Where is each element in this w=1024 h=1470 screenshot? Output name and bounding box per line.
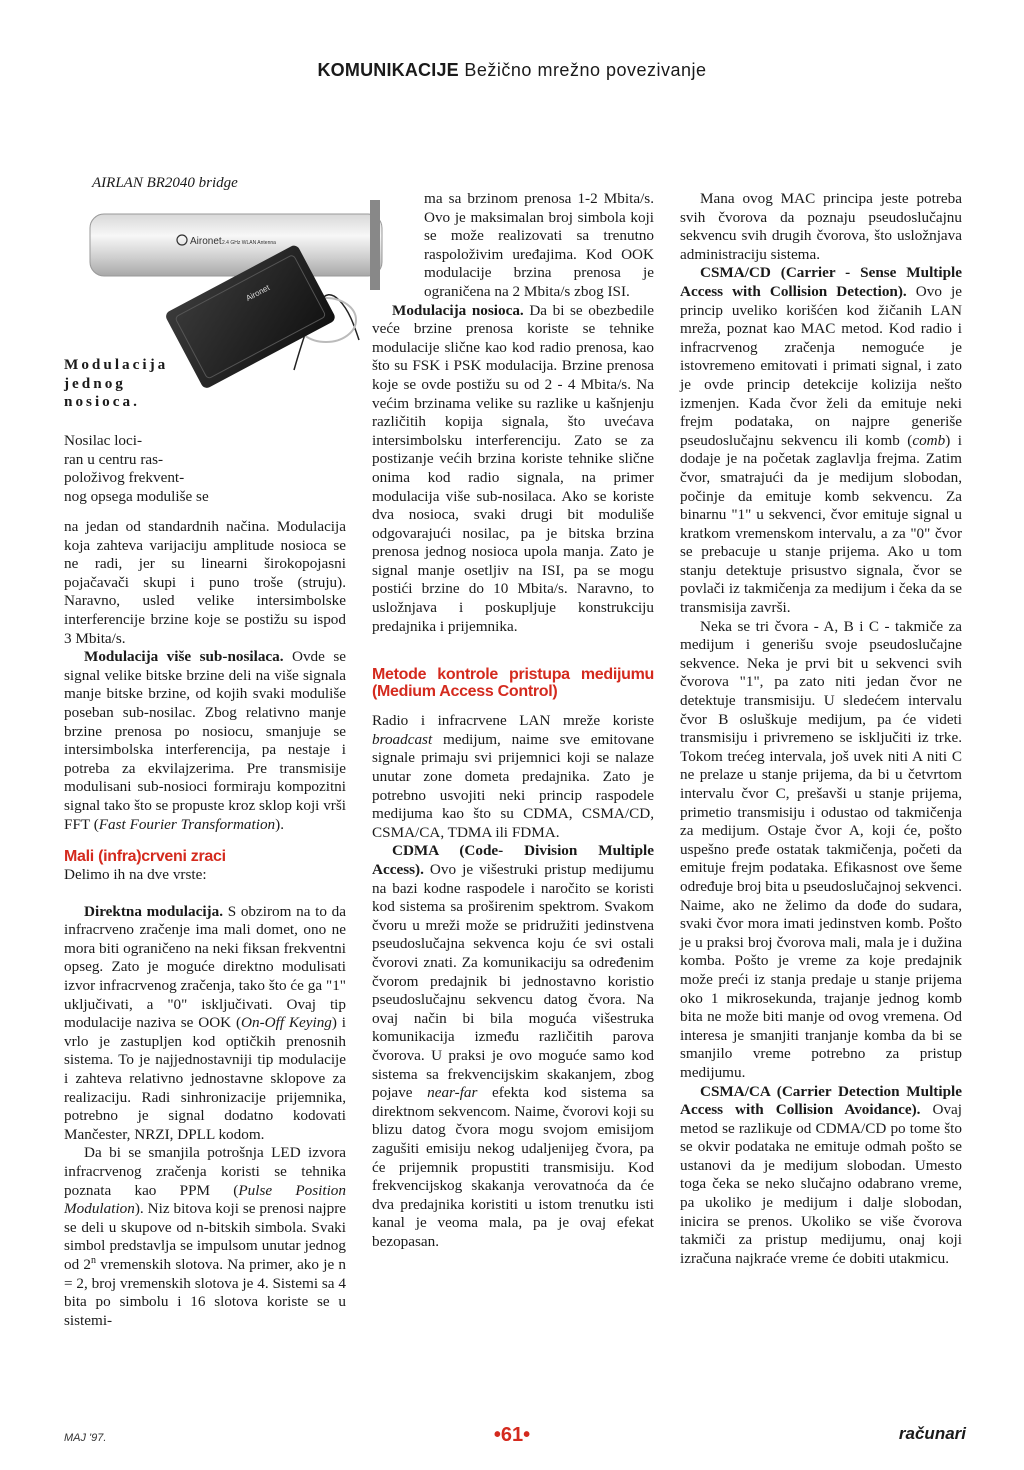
paragraph: Mana ovog MAC principa jeste potreba svih čvorova da poznaju pseudoslučajnu sekvencu svih drugih čvorova, što usložnjava administraciju sistema. [680, 190, 962, 263]
page-header [0, 60, 1024, 81]
section-title: KOMUNIKACIJE [317, 60, 459, 80]
text: vremenskih slotova. Na primer, ako je n = 2, broj vremenskih slotova je 4. Sistemi sa 4 bita po simbolu i 16 slotova koriste se u sistemi- [64, 1255, 347, 1329]
text: Da bi se obezbedile veće brzine prenosa koriste se tehnike modulacije slične kao kod radio prenosa, kao što su FSK i PSK modulacija. Brzine prenosa koje se ovde postižu su od 2 - 4 Mbita/s. Na većim brzinama velike su razlike u kašnjenju različitih kopija signala, što uvećava intersimbolsku interferenciju. Zato se za postizanje većih brzina koriste tehnike slične onima kod radio signala, na primer modulacija više sub-nosilaca. Ako se koriste dva nosioca, svaki drugi bit moduliše odgovarajući nosilac, pa je bitska brzina prenosa jednog nosioca upola manja. Zato je signal manje osetljiv na ISI, pa se mogu postići brzine do 10 Mbita/s. Naravno, to usložnjava i poskupljuje konstrukciju predajnika i prijemnika. [372, 301, 654, 635]
wrap-line: Nosilac loci- [64, 432, 143, 449]
section-heading: Metode kontrole pristupa medijumu (Medium Access Control) [372, 666, 654, 701]
section-subtitle: Bežično mrežno povezivanje [464, 60, 707, 80]
paragraph [64, 903, 346, 1145]
paragraph: Neka se tri čvora - A, B i C - takmiče za medijum i generišu svoje pseudoslučajne sekvence. Neka je prvi bit u sekvenci svih čvorova "1", pa zato niti jedan čvor ne detektuje transmisiju. U sledećem intervalu čvor B osluškuje medijum, pa će videti transmisiju i privremeno se isključiti iz trke. Tokom trećeg intervala, još uvek niti A niti C ne prelaze u stanje prijema, da bi u četvrtom intervalu čvor C, prešavši u stanje prijema, primetio transmisiju i odustao od takmičenja za medijum. Ostaje čvor A, koji će, pošto uspešno pređe ostatak takmičenja, početi da emituje frejm podataka. Efikasnost ove šeme određuje broj bita u pseudoslučajnoj sekvenci. Naime, ako ne želimo da dođe do sudara, svaki čvor mora imati jedinstven komb. Pošto je u praksi broj čvorova mali, mala je i dužina komba. Pošto je vreme za koje predajnik može preći iz stanja predaje u stanje prijema oko 1 mikrosekunda, trajanje jednog komb bita ne može biti manje od ovog vremena. Od interesa je smanjiti tranjanje komba da bi se smanjilo vreme potrebno za pristup medijumu. [680, 617, 962, 1081]
text: Radio i infracrvene LAN mreže koriste [372, 712, 654, 730]
page-number: •61• [493, 1424, 531, 1446]
text: Ovde se signal velike bitske brzine deli na više signala manje bitske brzine, od kojih svaki moduliše poseban sub-nosilac. Zbog relativno manje brzine prenosa po nosiocu, smanjuje se intersimbolska interferencija, pa nestaje i potreba za ekvilajzerima. Pre transmisije modulisani sub-nosioci formiraju kompozitni signal tako što se propuste kroz sklop koji vrši FFT ( [64, 648, 346, 833]
paragraph [680, 1083, 962, 1269]
paragraph: Delimo ih na dve vrste: [64, 866, 207, 884]
antenna-sublabel: 2.4 GHz WLAN Antenna [222, 240, 276, 246]
paragraph [372, 712, 654, 842]
issue-date: MAJ '97. [64, 1432, 107, 1444]
wrap-line: ran u centru ras- [64, 450, 164, 468]
text: ). Niz bitova koji se prenosi najpre se deli u skupove od n-bitskih simbola. Svaki simbol predstavlja se impulsom unutar jednog od 2 [64, 1200, 346, 1273]
column-3 [680, 190, 962, 1268]
text: ) i dodaje je na početak zaglavlja frejma. Zatim čvor, smatrajući da je medijum slobodan, počinje da emituje komb sekvencu. Za binarnu "1" u sekvenci, čvor emituje signal u kratkom vremenskom intervalu, a za "0" čvor se prebacuje u stanje prijema. Ako u tom stanju detektuje prisustvo signala, čvor se povlači iz takmičenja za medijum i čeka da se transmisija završi. [680, 431, 962, 617]
paragraph [64, 1144, 346, 1330]
inline-heading: Direktna modulacija. [84, 902, 223, 920]
italic-term: comb [912, 431, 946, 449]
paragraph [64, 648, 346, 834]
text: Da bi se smanjila potrošnja LED izvora infracrvenog zračenja koristi se tehnika poznata kao PPM ( [64, 1144, 346, 1199]
inline-heading: Modulacija više sub-nosilaca. [84, 648, 284, 666]
text: efekta kod sistema sa direktnom sekvencom. Naime, čvorovi koji su blizu datog čvora mogu svojom emisijom zagušiti emisiju nekog udaljenijeg čvora, pa će prijemnik propustiti transmisiju. Kod frekvencijskog skakanja verovatnoća da će dva predajnika koristiti u istom trenutku isti kanal je veoma mala, pa je ovaj efekat bezopasan. [372, 1084, 654, 1250]
column-2 [372, 190, 654, 1251]
text: ). [275, 815, 284, 833]
text: S obzirom na to da infracrveno zračenje ima mali domet, ono ne mora biti ograničeno na neki fiksan frekventni opseg. Zato je moguće direktno modulisati izvor infracrvenog zračenja, tako što će ga "1" uključivati, a "0" isključivati. Ovaj tip modulacije naziva se OOK ( [64, 902, 346, 1032]
italic-term: On-Off Keying [241, 1014, 332, 1032]
inline-heading: Modulacija nosioca. [392, 301, 524, 319]
paragraph [372, 842, 654, 1251]
paragraph [372, 302, 654, 637]
inline-heading: CDMA (Code- Division Multiple Access). [372, 842, 654, 878]
section-heading: Mali (infra)crveni zraci [64, 848, 226, 866]
italic-term: broadcast [372, 730, 433, 748]
italic-term: near-far [427, 1084, 478, 1102]
inline-heading: CSMA/CD (Carrier - Sense Multiple Access with Collision Detection). [680, 264, 962, 300]
inline-heading: CSMA/CA (Carrier Detection Multiple Access with Collision Avoidance). [680, 1082, 962, 1119]
wrap-text [64, 432, 209, 506]
text: Ovo je višestruki pristup medijumu na bazi kodne raspodele i naročito se koristi kod sistema sa proširenim spektrom. Svakom čvoru u mreži može se pridružiti jedinstvena pseudoslučajna sekvenca koju će svi ostali čvorovi znati. Za komunikaciju sa određenim čvorom predajnik bi jednostavno koristio pseudoslučajnu sekvencu datog čvora. Na ovaj način bi bila moguća višestruka komunikacija između različitih parova čvorova. U praksi je ovo moguće samo kod sistema sa frekvencijskim skakanjem, zbog pojave [372, 861, 654, 1102]
text: Ovaj metod se razlikuje od CDMA/CD po tome što se okvir podataka ne emituje odmah pošto se ustanovi da je medijum slobodan. Umesto toga čeka se neko slučajno odabrano vreme, pa ukoliko je medijum i dalje slobodan, inicira se prenos. Ukoliko se više čvorova takmiči za pristup medijumu, onaj koji izračuna najkraće vreme će dobiti utakmicu. [680, 1101, 962, 1267]
text: medijum, naime sve emitovane signale primaju svi prijemnici koji se nalaze unutar zone dometa predajnika. Zato je potrebno usvojiti neki princip raspodele medijuma kao što su CDMA, CSMA/CD, CSMA/CA, TDMA ili FDMA. [372, 730, 654, 841]
paragraph: ma sa brzinom prenosa 1-2 Mbita/s. Ovo je maksimalan broj simbola koji se može realizovati sa trenutno raspoloživim uređajima. Kod OOK modulacije brzina prenosa je ograničena na 2 Mbita/s zbog ISI. [424, 190, 654, 300]
paragraph [680, 264, 962, 617]
wrap-line: položivog frekvent- [64, 469, 185, 487]
photo-caption: AIRLAN BR2040 bridge [92, 175, 238, 191]
column-1 [64, 518, 346, 1330]
magazine-name: računari [898, 1424, 966, 1443]
subheading-single-carrier: Modulacija jednog nosioca. [64, 356, 169, 411]
text: Ovo je princip uveliko korišćen kod žičanih LAN mreža, poznat kao MAC metod. Kod radio i infracrvenog zračenja nemoguće je istovremeno emitovati i primati signal, i zato je ovde princip detekcije kolizija nešto izmenjen. Kada čvor želi da emituje neki frejm podataka, on najpre generiše pseudoslučajnu sekvencu ili komb ( [680, 282, 962, 449]
antenna-label: Aironet [190, 236, 222, 247]
superscript: n [91, 1254, 97, 1266]
italic-term: Pulse Position Modulation [64, 1181, 346, 1218]
wrap-line: nog opsega moduliše se [64, 487, 209, 505]
text: ) i vrlo je zastupljen kod optičkih prenosnih sistema. To je najjednostavniji tip modulacije i zahteva relativno jednostavne sklopove za realizaciju. Radi sinhronizacije prijemnika, potrebno je signal dodatno kodovati Mančester, NRZI, DPLL kodom. [64, 1014, 347, 1143]
device-label: Aironet [244, 283, 272, 303]
italic-term: Fast Fourier Transformation [98, 815, 276, 833]
paragraph: na jedan od standardnih načina. Modulacija koja zahteva varijaciju amplitude nosioca se ne radi, jer su linearni širokopojasni pojačavači skupi i puno troše (struju). Naravno, usled velike intersimbolske interferencije brzine koje se postižu su ispod 3 Mbita/s. [64, 518, 346, 647]
